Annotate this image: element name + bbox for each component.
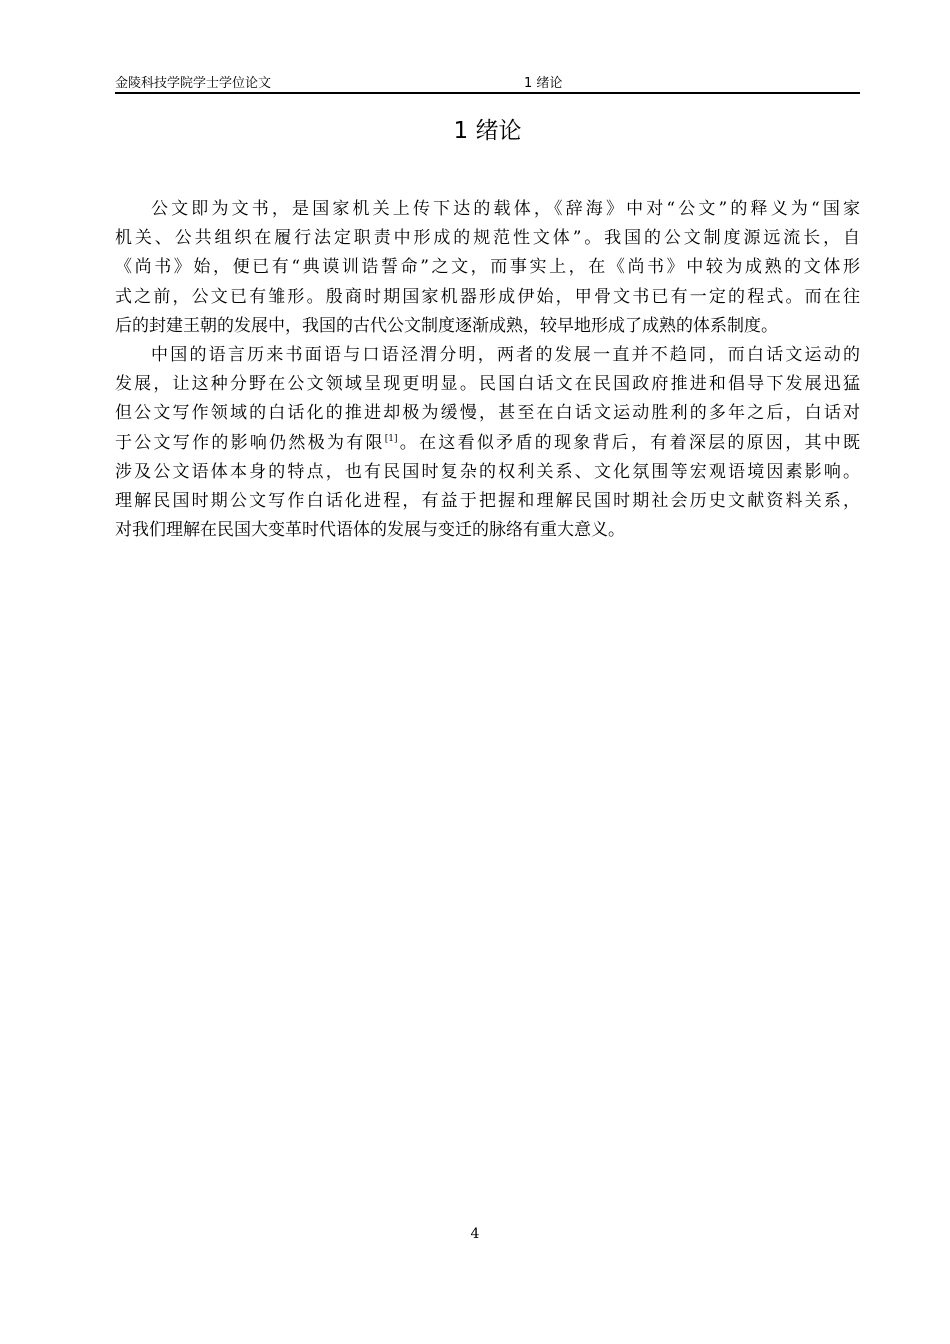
paragraph-line: 但公文写作领域的白话化的推进却极为缓慢，甚至在白话文运动胜利的多年之后，白话对 (115, 403, 860, 424)
running-header (115, 70, 860, 94)
header-institution: 金陵科技学院学士学位论文 (115, 76, 272, 91)
paragraph-1 (115, 195, 860, 341)
paragraph-line: 公文即为文书，是国家机关上传下达的载体，《辞海》中对“公文”的释义为“国家 (151, 199, 860, 219)
line-text: 。在这看似矛盾的现象背后，有着深层的原因，其中既 (397, 432, 860, 453)
paragraph-line: 中国的语言历来书面语与口语泾渭分明，两者的发展一直并不趋同，而白话文运动的 (151, 344, 860, 365)
paragraph-line: 机关、公共组织在履行法定职责中形成的规范性文体”。我国的公文制度源远流长，自 (115, 228, 860, 249)
paragraph-line: 式之前，公文已有雏形。殷商时期国家机器形成伊始，甲骨文书已有一定的程式。而在往 (115, 286, 860, 307)
paragraph-line: 理解民国时期公文写作白话化进程，有益于把握和理解民国时期社会历史文献资料关系， (115, 490, 860, 511)
header-chapter: 1 绪论 (524, 76, 563, 91)
paragraph-line: 涉及公文语体本身的特点，也有民国时复杂的权利关系、文化氛围等宏观语境因素影响。 (115, 461, 860, 482)
paragraph-line: 发展，让这种分野在公文领域呈现更明显。民国白话文在民国政府推进和倡导下发展迅猛 (115, 374, 860, 395)
citation-reference[interactable]: [1] (384, 433, 398, 444)
body-text (115, 195, 860, 545)
paragraph-line: 对我们理解在民国大变革时代语体的发展与变迁的脉络有重大意义。 (115, 520, 625, 541)
paragraph-line: 《尚书》始，便已有“典谟训诰誓命”之文，而事实上，在《尚书》中较为成熟的文体形 (115, 257, 860, 278)
paragraph-2 (115, 341, 860, 545)
paragraph-line: 后的封建王朝的发展中，我国的古代公文制度逐渐成熟，较早地形成了成熟的体系制度。 (115, 315, 778, 336)
page-number: 4 (470, 1226, 480, 1242)
chapter-title: 1 绪论 (453, 118, 522, 144)
paragraph-line-with-citation (115, 429, 860, 458)
line-text: 于公文写作的影响仍然极为有限 (115, 432, 385, 453)
